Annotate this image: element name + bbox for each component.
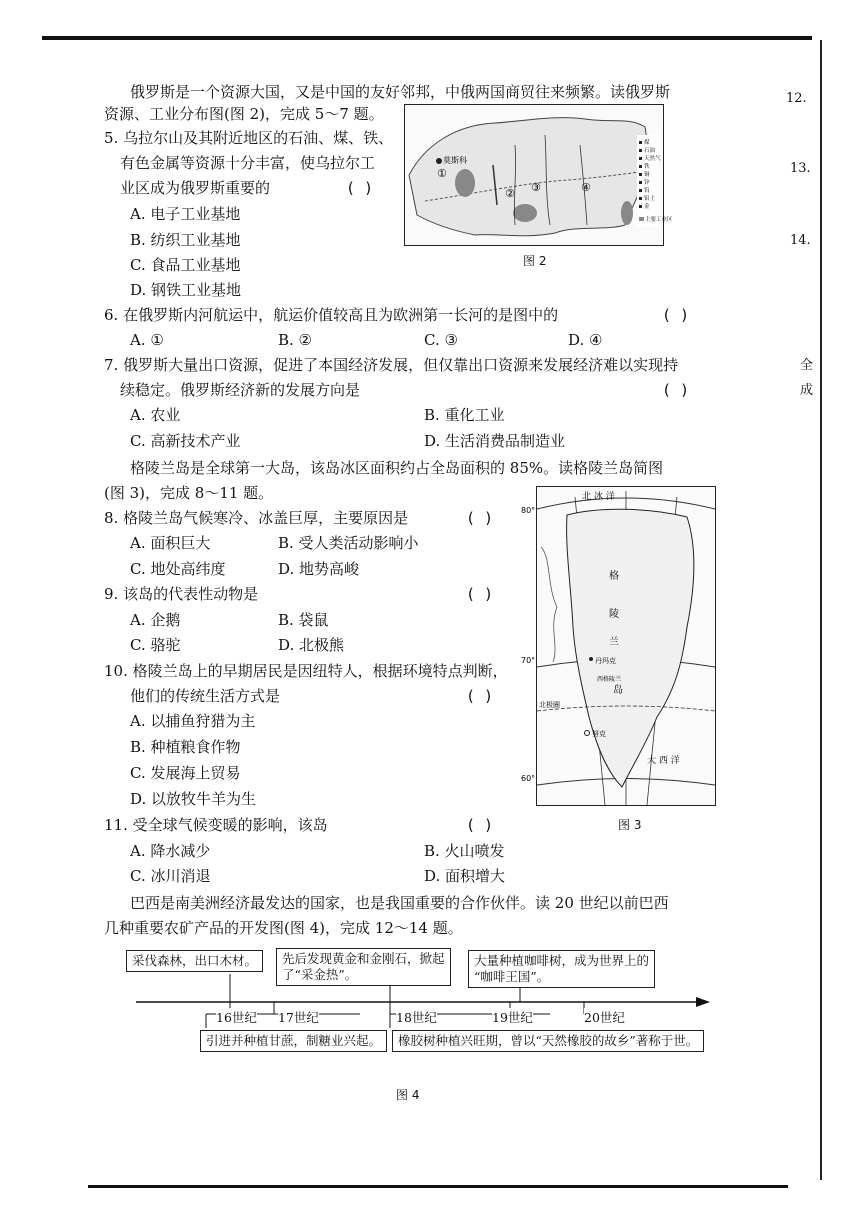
q7-option-b[interactable]: B. 重化工业 bbox=[424, 406, 505, 424]
margin-char-1: 全 bbox=[800, 358, 814, 373]
q8-answer-blank[interactable]: ( ) bbox=[466, 509, 494, 527]
timeline-box-coffee-line2: “咖啡王国”。 bbox=[474, 969, 550, 984]
legend-item-6: 锌 bbox=[644, 180, 650, 186]
q7-option-d[interactable]: D. 生活消费品制造业 bbox=[424, 432, 566, 450]
fig3-caption: 图 3 bbox=[618, 818, 642, 832]
q10-line1: 10. 格陵兰岛上的早期居民是因纽特人，根据环境特点判断， bbox=[104, 662, 508, 680]
timeline-box-rubber: 橡胶树种植兴旺期，曾以“天然橡胶的故乡”著称于世。 bbox=[392, 1030, 704, 1052]
map-marker-3: ③ bbox=[531, 181, 541, 194]
q6-stem: 6. 在俄罗斯内河航运中，航运价值较高且为欧洲第一长河的是图中的 bbox=[104, 306, 559, 324]
timeline-box-sugar: 引进并种植甘蔗，制糖业兴起。 bbox=[200, 1030, 387, 1052]
q6-option-c[interactable]: C. ③ bbox=[424, 331, 458, 349]
island-char-2: 陵 bbox=[609, 609, 619, 620]
q9-option-c[interactable]: C. 骆驼 bbox=[130, 636, 181, 654]
q7-option-a[interactable]: A. 农业 bbox=[130, 406, 181, 424]
map-marker-4: ④ bbox=[581, 181, 591, 194]
q6-answer-blank[interactable]: ( ) bbox=[662, 306, 690, 324]
margin-q13: 13. bbox=[790, 161, 811, 176]
century-20: 20世纪 bbox=[584, 1010, 625, 1025]
q8-option-d[interactable]: D. 地势高峻 bbox=[278, 560, 360, 578]
q8-option-b[interactable]: B. 受人类活动影响小 bbox=[278, 534, 419, 552]
greenland-map bbox=[521, 486, 716, 806]
margin-char-2: 成 bbox=[800, 383, 814, 398]
q6-option-d[interactable]: D. ④ bbox=[568, 331, 603, 349]
fig2-caption: 图 2 bbox=[523, 254, 547, 268]
q9-option-b[interactable]: B. 袋鼠 bbox=[278, 611, 329, 629]
q10-option-d[interactable]: D. 以放牧牛羊为生 bbox=[130, 790, 257, 808]
atlantic-label: 大 西 洋 bbox=[647, 756, 680, 766]
q5-option-b[interactable]: B. 纺织工业基地 bbox=[130, 231, 241, 249]
legend-item-8: 铝土 bbox=[644, 196, 656, 202]
q8-option-a[interactable]: A. 面积巨大 bbox=[130, 534, 211, 552]
legend-item-3: 天然气 bbox=[644, 156, 661, 162]
timeline-box-gold-line2: 了“采金热”。 bbox=[282, 967, 358, 982]
q5-option-c[interactable]: C. 食品工业基地 bbox=[130, 256, 241, 274]
lat-70: 70° bbox=[521, 656, 536, 665]
q10-option-a[interactable]: A. 以捕鱼狩猎为主 bbox=[130, 712, 256, 730]
legend-item-5: 铜 bbox=[644, 172, 650, 178]
q5-line1: 5. 乌拉尔山及其附近地区的石油、煤、铁、 bbox=[104, 129, 394, 147]
timeline-box-coffee-line1: 大量种植咖啡树，成为世界上的 bbox=[474, 953, 650, 968]
top-rule bbox=[42, 36, 812, 40]
q5-answer-blank[interactable]: ( ) bbox=[346, 179, 374, 197]
q5-option-a[interactable]: A. 电子工业基地 bbox=[130, 205, 241, 223]
q8-stem: 8. 格陵兰岛气候寒冷、冰盖巨厚，主要原因是 bbox=[104, 509, 409, 527]
legend-item-7: 钨 bbox=[644, 188, 650, 194]
q11-stem: 11. 受全球气候变暖的影响，该岛 bbox=[104, 816, 328, 834]
timeline-box-timber: 采伐森林，出口木材。 bbox=[126, 950, 263, 972]
arctic-ocean-label: 北 冰 洋 bbox=[582, 492, 615, 502]
intro-russia-line1: 俄罗斯是一个资源大国，又是中国的友好邻邦，中俄两国商贸往来频繁。读俄罗斯 bbox=[130, 83, 671, 101]
q11-answer-blank[interactable]: ( ) bbox=[466, 816, 494, 834]
q5-line3: 业区成为俄罗斯重要的 bbox=[120, 179, 271, 197]
legend-item-9: 金 bbox=[644, 204, 650, 210]
fig4-caption: 图 4 bbox=[396, 1088, 420, 1102]
q8-option-c[interactable]: C. 地处高纬度 bbox=[130, 560, 226, 578]
legend-item-10: 主要工业区 bbox=[645, 217, 673, 223]
lat-80: 80° bbox=[521, 506, 536, 515]
greenland-map-svg bbox=[521, 487, 715, 805]
q9-answer-blank[interactable]: ( ) bbox=[466, 585, 494, 603]
q6-option-b[interactable]: B. ② bbox=[278, 331, 313, 349]
q10-option-c[interactable]: C. 发展海上贸易 bbox=[130, 764, 241, 782]
map-marker-1: ① bbox=[437, 167, 447, 180]
arctic-circle-label: 北极圈 bbox=[539, 701, 560, 709]
q9-option-a[interactable]: A. 企鹅 bbox=[130, 611, 181, 629]
q10-line2: 他们的传统生活方式是 bbox=[130, 687, 281, 705]
russia-resource-map bbox=[404, 104, 673, 246]
bottom-rule bbox=[88, 1185, 788, 1188]
margin-q14: 14. bbox=[790, 233, 811, 248]
century-18: 18世纪 bbox=[396, 1010, 437, 1025]
intro-greenland-line1: 格陵兰岛是全球第一大岛，该岛冰区面积约占全岛面积的 85%。读格陵兰岛简图 bbox=[130, 459, 664, 477]
map-marker-2: ② bbox=[505, 187, 515, 200]
q11-option-a[interactable]: A. 降水减少 bbox=[130, 842, 211, 860]
timeline-box-gold-line1: 先后发现黄金和金刚石，掀起 bbox=[282, 951, 445, 966]
dan-label: 丹玛克 bbox=[595, 657, 616, 665]
q5-option-d[interactable]: D. 钢铁工业基地 bbox=[130, 281, 242, 299]
q7-line2: 续稳定。俄罗斯经济新的发展方向是 bbox=[120, 381, 361, 399]
west-coast-label: 西格陵兰 bbox=[597, 676, 622, 683]
page-edge bbox=[820, 40, 830, 1180]
q7-option-c[interactable]: C. 高新技术产业 bbox=[130, 432, 241, 450]
russia-map-city: 莫斯科 bbox=[443, 156, 467, 165]
island-char-3: 兰 bbox=[609, 637, 619, 648]
q9-stem: 9. 该岛的代表性动物是 bbox=[104, 585, 259, 603]
q10-option-b[interactable]: B. 种植粮食作物 bbox=[130, 738, 241, 756]
timeline-box-coffee bbox=[468, 950, 655, 988]
q10-answer-blank[interactable]: ( ) bbox=[466, 687, 494, 705]
q11-option-d[interactable]: D. 面积增大 bbox=[424, 867, 506, 885]
century-16: 16世纪 bbox=[216, 1010, 257, 1025]
intro-brazil-line1: 巴西是南美洲经济最发达的国家，也是我国重要的合作伙伴。读 20 世纪以前巴西 bbox=[130, 894, 669, 912]
q11-option-c[interactable]: C. 冰川消退 bbox=[130, 867, 211, 885]
q7-line1: 7. 俄罗斯大量出口资源，促进了本国经济发展，但仅靠出口资源来发展经济难以实现持 bbox=[104, 356, 679, 374]
timeline-box-gold bbox=[276, 948, 451, 986]
intro-russia-line2: 资源、工业分布图(图 2)，完成 5～7 题。 bbox=[104, 105, 384, 123]
nuuk-label: 努克 bbox=[592, 730, 606, 738]
q5-line2: 有色金属等资源十分丰富，使乌拉尔工 bbox=[120, 154, 376, 172]
century-17: 17世纪 bbox=[278, 1010, 319, 1025]
russia-map-svg bbox=[405, 105, 673, 245]
legend-item-1: 煤 bbox=[644, 140, 650, 146]
legend-item-2: 石油 bbox=[644, 148, 656, 154]
q9-option-d[interactable]: D. 北极熊 bbox=[278, 636, 345, 654]
q11-option-b[interactable]: B. 火山喷发 bbox=[424, 842, 505, 860]
century-19: 19世纪 bbox=[492, 1010, 533, 1025]
q7-answer-blank[interactable]: ( ) bbox=[662, 381, 690, 399]
legend-item-4: 铁 bbox=[644, 164, 650, 170]
intro-greenland-line2: (图 3)，完成 8～11 题。 bbox=[104, 484, 274, 502]
island-char-4: 岛 bbox=[613, 685, 623, 696]
lat-60: 60° bbox=[521, 774, 536, 783]
brazil-timeline bbox=[120, 944, 720, 1064]
q6-option-a[interactable]: A. ① bbox=[130, 331, 164, 349]
intro-brazil-line2: 几种重要农矿产品的开发图(图 4)，完成 12～14 题。 bbox=[104, 919, 463, 937]
island-char-1: 格 bbox=[609, 571, 619, 582]
margin-q12: 12. bbox=[786, 91, 807, 106]
